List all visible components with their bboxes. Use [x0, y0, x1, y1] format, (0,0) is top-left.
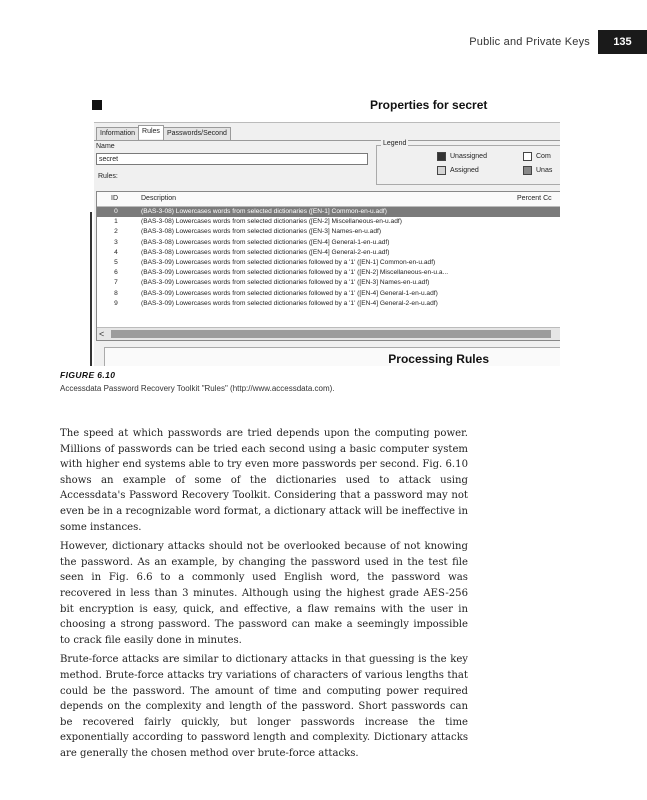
legend-swatch-icon — [437, 152, 446, 161]
row-description: (BAS-3-09) Lowercases words from selected dictionaries followed by a '1' ([EN-4] General-2-en-u.adf) — [141, 299, 438, 307]
tab-divider — [94, 140, 560, 141]
row-id: 3 — [114, 238, 118, 246]
paragraph: The speed at which passwords are tried depends upon the computing power. Millions of passwords can be tried each second using a basic computer system with higher end systems able to try even more passwords per second. Fig. 6.10 shows an example of some of the dictionaries used to attack using Accessdata's Password Recovery Toolkit. Considering that a password may not even be in a recognizable word format, a dictionary attack will be ineffective in some instances. — [60, 428, 468, 533]
horizontal-scrollbar[interactable] — [97, 327, 560, 340]
table-row[interactable] — [97, 248, 560, 258]
running-title: Public and Private Keys — [469, 36, 590, 48]
processing-rules-pane — [104, 347, 560, 366]
name-field[interactable]: secret — [96, 153, 368, 165]
tab-information[interactable]: Information — [96, 127, 139, 141]
tab-bar — [96, 127, 230, 141]
scroll-thumb[interactable] — [111, 330, 551, 338]
column-header-description[interactable]: Description — [141, 195, 177, 202]
legend-item-unassigned — [437, 152, 487, 161]
name-label: Name — [96, 143, 115, 150]
window-icon — [92, 100, 102, 110]
legend-item-com — [523, 152, 551, 161]
column-header-percent[interactable]: Percent Cc — [517, 195, 552, 202]
row-description: (BAS-3-08) Lowercases words from selected dictionaries ([EN-4] General-2-en-u.adf) — [141, 248, 390, 256]
table-row[interactable] — [97, 217, 560, 227]
legend-swatch-icon — [523, 152, 532, 161]
row-id: 5 — [114, 258, 118, 266]
tab-passwords-second[interactable]: Passwords/Second — [163, 127, 231, 141]
row-id: 4 — [114, 248, 118, 256]
table-header — [97, 192, 560, 207]
figure-screenshot — [90, 92, 560, 366]
legend-label: Unassigned — [450, 153, 487, 160]
table-row[interactable] — [97, 227, 560, 237]
legend-item-unas — [523, 166, 552, 175]
table-row[interactable] — [97, 289, 560, 299]
legend-label: Assigned — [450, 167, 479, 174]
row-description: (BAS-3-08) Lowercases words from selected dictionaries ([EN-2] Miscellaneous-en-u.adf) — [141, 218, 402, 226]
row-id: 9 — [114, 299, 118, 307]
legend-title: Legend — [383, 140, 407, 147]
table-row[interactable] — [97, 238, 560, 248]
processing-rules-title: Processing Rules — [388, 352, 489, 366]
legend-group — [376, 140, 560, 185]
table-row[interactable] — [97, 278, 560, 288]
page-number: 135 — [598, 30, 647, 54]
legend-item-assigned — [437, 166, 479, 175]
table-row[interactable] — [97, 299, 560, 309]
column-header-id[interactable]: ID — [111, 195, 118, 202]
rules-table — [96, 191, 560, 341]
row-id: 1 — [114, 218, 118, 226]
figure-label: FIGURE 6.10 — [60, 370, 116, 380]
row-description: (BAS-3-09) Lowercases words from selected dictionaries followed by a '1' ([EN-3] Names-en-u.adf) — [141, 279, 430, 287]
row-id: 2 — [114, 228, 118, 236]
row-id: 8 — [114, 289, 118, 297]
row-description: (BAS-3-08) Lowercases words from selected dictionaries ([EN-1] Common-en-u.adf) — [141, 208, 387, 215]
table-row[interactable] — [97, 258, 560, 268]
legend-label: Unas — [536, 167, 553, 174]
scroll-left-icon[interactable]: < — [99, 329, 105, 339]
row-id: 7 — [114, 279, 118, 287]
row-description: (BAS-3-08) Lowercases words from selected dictionaries ([EN-4] General-1-en-u.adf) — [141, 238, 390, 246]
table-row[interactable] — [97, 268, 560, 278]
legend-swatch-icon — [523, 166, 532, 175]
figure-caption: Accessdata Password Recovery Toolkit "Rules" (http://www.accessdata.com). — [60, 384, 335, 393]
tab-rules[interactable]: Rules — [138, 125, 164, 139]
legend-label: Com — [536, 153, 551, 160]
legend-swatch-icon — [437, 166, 446, 175]
table-row[interactable] — [97, 207, 560, 217]
row-description: (BAS-3-09) Lowercases words from selected dictionaries followed by a '1' ([EN-1] Common-en-u.adf) — [141, 258, 436, 266]
row-description: (BAS-3-09) Lowercases words from selected dictionaries followed by a '1' ([EN-2] Miscellaneous-en-u.a... — [141, 269, 449, 277]
frame-edge — [90, 212, 92, 366]
properties-dialog — [94, 122, 560, 366]
body-text — [60, 426, 468, 765]
row-id: 6 — [114, 269, 118, 277]
table-body — [97, 207, 560, 309]
rules-label: Rules: — [98, 173, 118, 180]
window-title: Properties for secret — [370, 98, 488, 112]
row-description: (BAS-3-09) Lowercases words from selected dictionaries followed by a '1' ([EN-4] General-1-en-u.adf) — [141, 289, 438, 297]
row-description: (BAS-3-08) Lowercases words from selected dictionaries ([EN-3] Names-en-u.adf) — [141, 228, 382, 236]
paragraph: However, dictionary attacks should not be overlooked because of not knowing the password. As an example, by changing the password used in the test file seen in Fig. 6.6 to a commonly used English word, the password was recovered in less than 3 minutes. Although using the highest grade AES-256 bit encryption is easy, quick, and effective, a flaw remains with the user in choosing a strong password. The password can make a seemingly impossible to crack file easily done in minutes. — [60, 541, 468, 646]
paragraph: Brute-force attacks are similar to dictionary attacks in that guessing is the key method. Brute-force attacks try variations of characters of various lengths that could be the password. The amount of time and computing power required depends on the complexity and length of the password. Short passwords can be recovered fairly quickly, but longer passwords increase the time exponentially according to password length and complexity. Dictionary attacks are generally the chosen method over brute-force attacks. — [60, 654, 468, 759]
row-id: 0 — [114, 208, 118, 215]
running-header — [469, 30, 647, 54]
